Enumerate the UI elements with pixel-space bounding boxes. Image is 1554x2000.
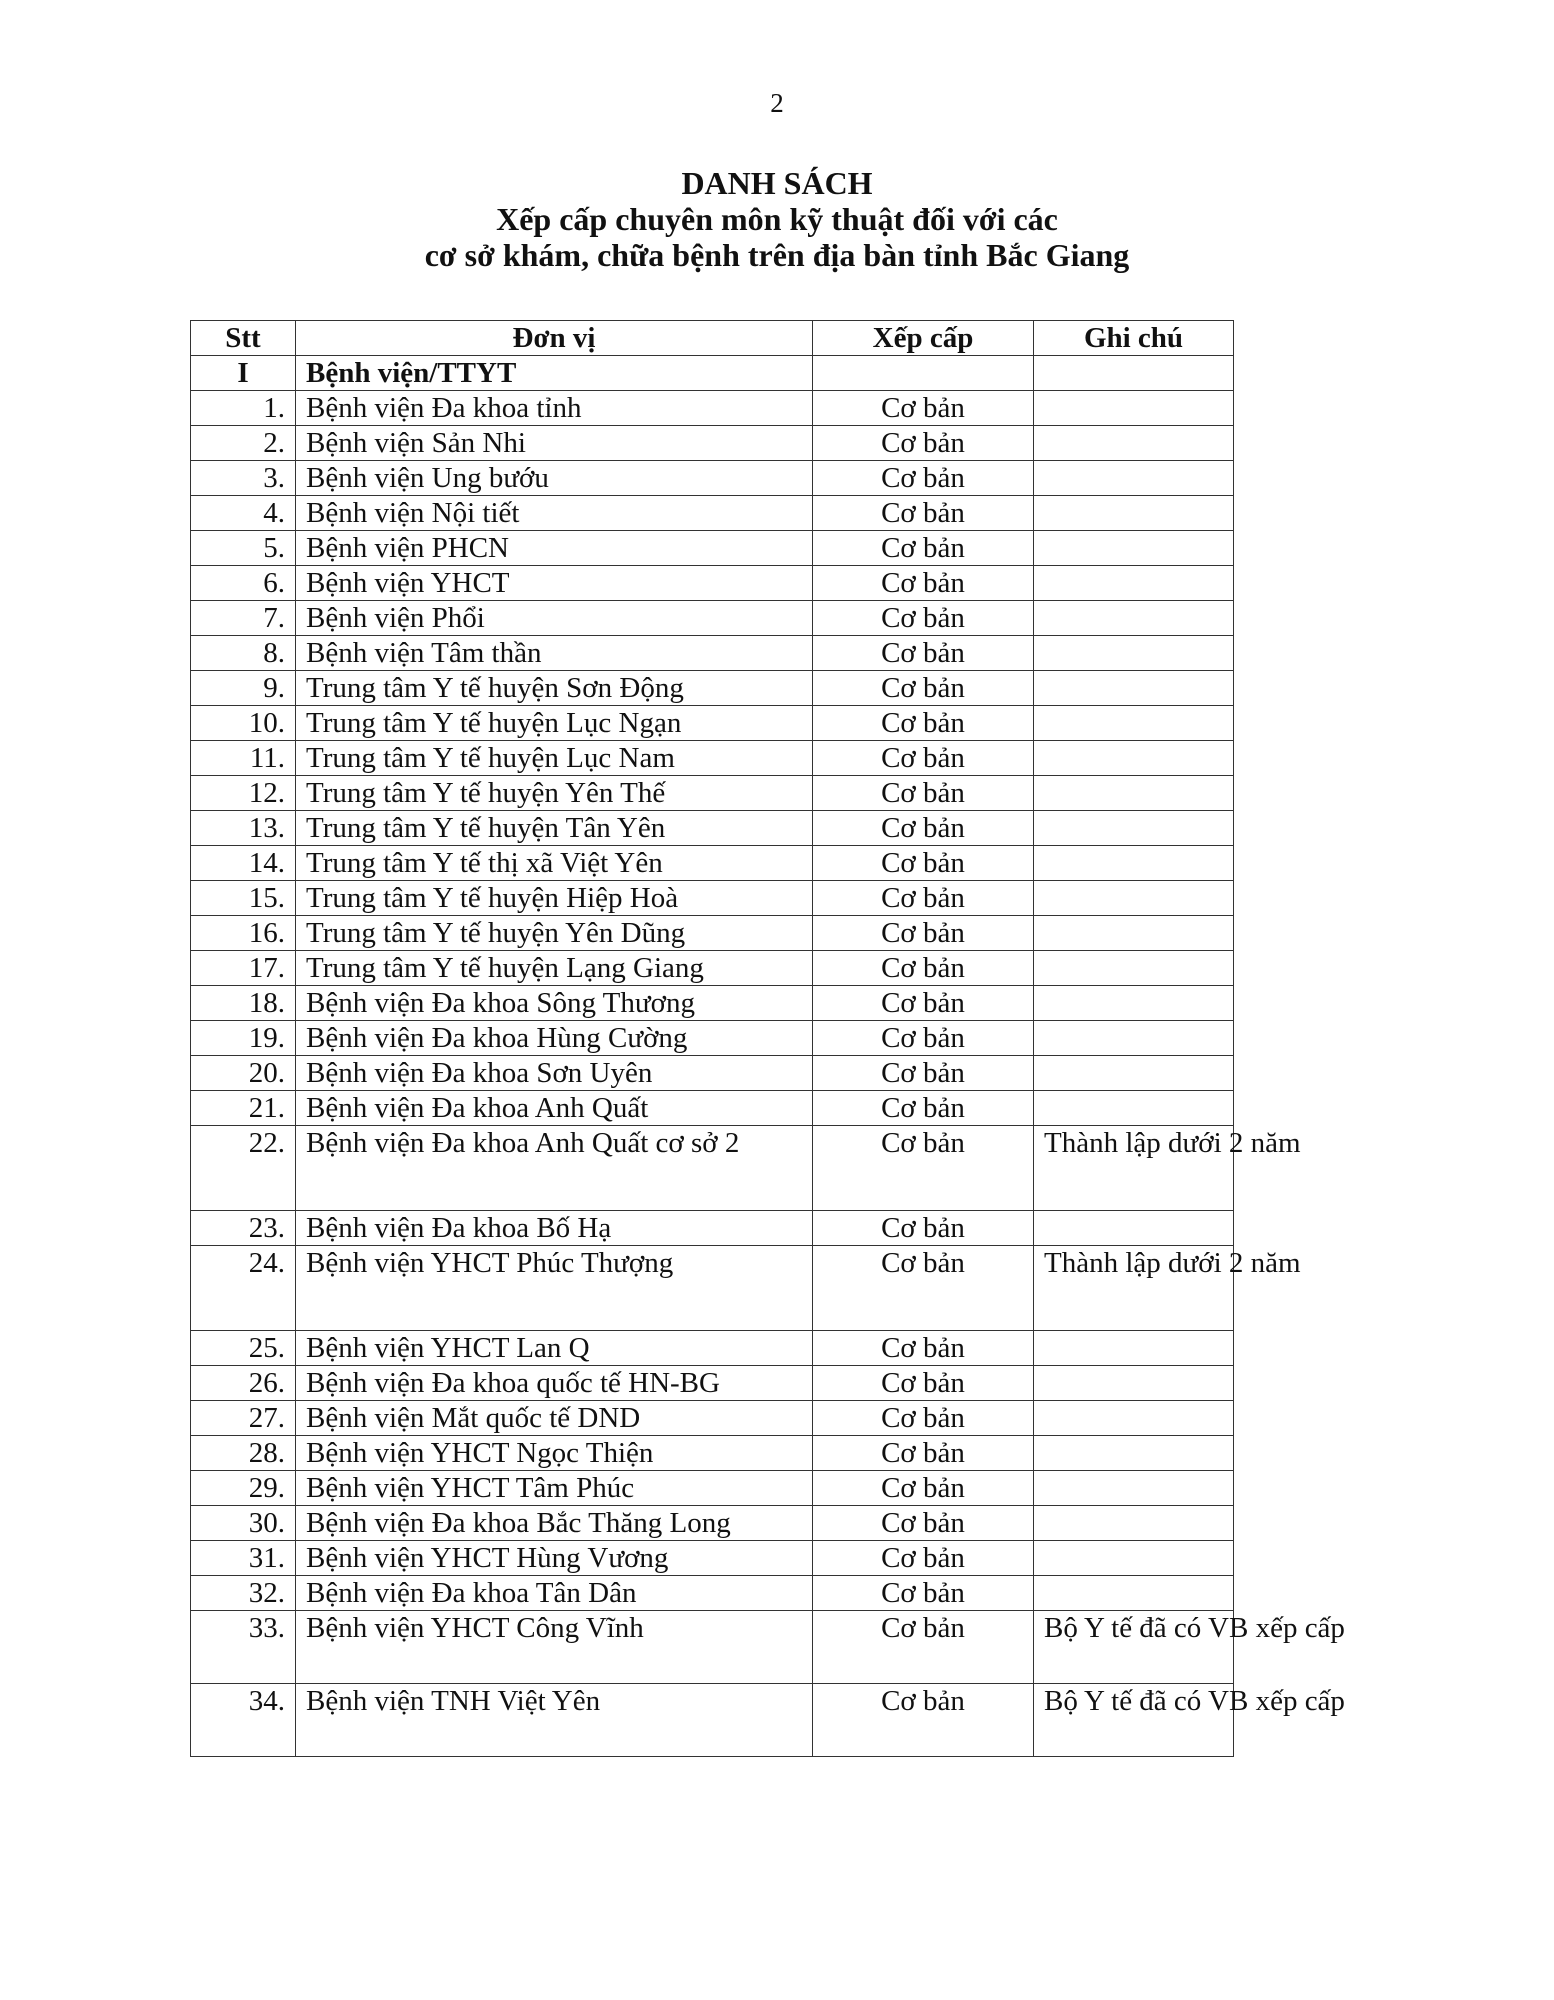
table-row xyxy=(191,1541,1234,1576)
row-unit: Trung tâm Y tế huyện Yên Thế xyxy=(296,776,813,811)
row-grade: Cơ bản xyxy=(813,1021,1034,1056)
row-unit: Bệnh viện Đa khoa Tân Dân xyxy=(296,1576,813,1611)
row-note xyxy=(1034,1541,1234,1576)
table-row xyxy=(191,566,1234,601)
row-grade: Cơ bản xyxy=(813,1246,1034,1331)
row-unit: Bệnh viện TNH Việt Yên xyxy=(296,1684,813,1757)
row-grade: Cơ bản xyxy=(813,1506,1034,1541)
row-number: 28. xyxy=(191,1436,296,1471)
table-row xyxy=(191,1021,1234,1056)
row-note xyxy=(1034,1471,1234,1506)
row-unit: Bệnh viện Ung bướu xyxy=(296,461,813,496)
row-grade: Cơ bản xyxy=(813,951,1034,986)
section-grade xyxy=(813,356,1034,391)
row-unit: Bệnh viện Đa khoa Anh Quất cơ sở 2 xyxy=(296,1126,813,1211)
row-number: 3. xyxy=(191,461,296,496)
row-note xyxy=(1034,986,1234,1021)
table-row xyxy=(191,426,1234,461)
row-number: 1. xyxy=(191,391,296,426)
row-grade: Cơ bản xyxy=(813,636,1034,671)
row-grade: Cơ bản xyxy=(813,391,1034,426)
row-note xyxy=(1034,391,1234,426)
row-unit: Trung tâm Y tế huyện Sơn Động xyxy=(296,671,813,706)
row-note: Bộ Y tế đã có VB xếp cấp xyxy=(1034,1684,1234,1757)
row-grade: Cơ bản xyxy=(813,1401,1034,1436)
row-note xyxy=(1034,846,1234,881)
row-note xyxy=(1034,916,1234,951)
row-note: Thành lập dưới 2 năm xyxy=(1034,1246,1234,1331)
row-note xyxy=(1034,1506,1234,1541)
row-grade: Cơ bản xyxy=(813,1611,1034,1684)
table-row xyxy=(191,1436,1234,1471)
row-number: 34. xyxy=(191,1684,296,1757)
table-row xyxy=(191,1246,1234,1331)
row-grade: Cơ bản xyxy=(813,1436,1034,1471)
row-number: 7. xyxy=(191,601,296,636)
row-unit: Bệnh viện Đa khoa Sông Thương xyxy=(296,986,813,1021)
title-line-2: Xếp cấp chuyên môn kỹ thuật đối với các xyxy=(496,201,1058,237)
row-number: 8. xyxy=(191,636,296,671)
row-note: Bộ Y tế đã có VB xếp cấp xyxy=(1034,1611,1234,1684)
table-row xyxy=(191,951,1234,986)
table-row xyxy=(191,531,1234,566)
row-grade: Cơ bản xyxy=(813,601,1034,636)
row-unit: Bệnh viện Đa khoa tỉnh xyxy=(296,391,813,426)
table-header-row xyxy=(191,321,1234,356)
row-grade: Cơ bản xyxy=(813,1576,1034,1611)
row-unit: Bệnh viện Đa khoa quốc tế HN-BG xyxy=(296,1366,813,1401)
row-unit: Bệnh viện Phổi xyxy=(296,601,813,636)
table-row xyxy=(191,1576,1234,1611)
row-grade: Cơ bản xyxy=(813,1541,1034,1576)
row-unit: Bệnh viện Nội tiết xyxy=(296,496,813,531)
table-row xyxy=(191,1684,1234,1757)
row-note xyxy=(1034,1021,1234,1056)
row-number: 17. xyxy=(191,951,296,986)
row-grade: Cơ bản xyxy=(813,776,1034,811)
row-number: 29. xyxy=(191,1471,296,1506)
row-number: 18. xyxy=(191,986,296,1021)
row-grade: Cơ bản xyxy=(813,916,1034,951)
row-grade: Cơ bản xyxy=(813,1056,1034,1091)
table-row xyxy=(191,461,1234,496)
facility-table xyxy=(190,320,1345,1757)
table-row xyxy=(191,1126,1234,1211)
row-number: 12. xyxy=(191,776,296,811)
row-note xyxy=(1034,1436,1234,1471)
row-grade: Cơ bản xyxy=(813,846,1034,881)
table-row xyxy=(191,1331,1234,1366)
row-note xyxy=(1034,1576,1234,1611)
row-unit: Bệnh viện Sản Nhi xyxy=(296,426,813,461)
row-note xyxy=(1034,811,1234,846)
table-row xyxy=(191,706,1234,741)
row-unit: Trung tâm Y tế huyện Lục Ngạn xyxy=(296,706,813,741)
row-number: 26. xyxy=(191,1366,296,1401)
row-note: Thành lập dưới 2 năm xyxy=(1034,1126,1234,1211)
row-note xyxy=(1034,496,1234,531)
row-number: 14. xyxy=(191,846,296,881)
row-number: 23. xyxy=(191,1211,296,1246)
row-unit: Bệnh viện Đa khoa Hùng Cường xyxy=(296,1021,813,1056)
row-note xyxy=(1034,1056,1234,1091)
row-grade: Cơ bản xyxy=(813,706,1034,741)
header-unit: Đơn vị xyxy=(296,321,813,356)
row-number: 11. xyxy=(191,741,296,776)
table-row xyxy=(191,671,1234,706)
row-number: 32. xyxy=(191,1576,296,1611)
section-row xyxy=(191,356,1234,391)
row-note xyxy=(1034,566,1234,601)
table-row xyxy=(191,1366,1234,1401)
table-row xyxy=(191,741,1234,776)
table-row xyxy=(191,1401,1234,1436)
row-unit: Bệnh viện YHCT Tâm Phúc xyxy=(296,1471,813,1506)
title-line-3: cơ sở khám, chữa bệnh trên địa bàn tỉnh Bắc Giang xyxy=(424,237,1130,273)
table-row xyxy=(191,1211,1234,1246)
row-unit: Trung tâm Y tế huyện Yên Dũng xyxy=(296,916,813,951)
table-row xyxy=(191,601,1234,636)
row-number: 2. xyxy=(191,426,296,461)
row-note xyxy=(1034,601,1234,636)
header-stt: Stt xyxy=(191,321,296,356)
row-note xyxy=(1034,1331,1234,1366)
row-grade: Cơ bản xyxy=(813,881,1034,916)
row-unit: Trung tâm Y tế huyện Lạng Giang xyxy=(296,951,813,986)
section-number: I xyxy=(191,356,296,391)
row-unit: Bệnh viện YHCT xyxy=(296,566,813,601)
row-note xyxy=(1034,1211,1234,1246)
row-number: 33. xyxy=(191,1611,296,1684)
row-grade: Cơ bản xyxy=(813,426,1034,461)
row-grade: Cơ bản xyxy=(813,566,1034,601)
row-unit: Bệnh viện Đa khoa Bắc Thăng Long xyxy=(296,1506,813,1541)
row-number: 30. xyxy=(191,1506,296,1541)
row-note xyxy=(1034,776,1234,811)
row-number: 31. xyxy=(191,1541,296,1576)
table-row xyxy=(191,1471,1234,1506)
row-unit: Bệnh viện YHCT Phúc Thượng xyxy=(296,1246,813,1331)
row-unit: Trung tâm Y tế huyện Lục Nam xyxy=(296,741,813,776)
row-grade: Cơ bản xyxy=(813,1331,1034,1366)
row-grade: Cơ bản xyxy=(813,1126,1034,1211)
row-grade: Cơ bản xyxy=(813,1091,1034,1126)
row-unit: Bệnh viện YHCT Ngọc Thiện xyxy=(296,1436,813,1471)
row-number: 15. xyxy=(191,881,296,916)
table-row xyxy=(191,1611,1234,1684)
row-unit: Bệnh viện YHCT Công Vĩnh xyxy=(296,1611,813,1684)
row-grade: Cơ bản xyxy=(813,531,1034,566)
table-row xyxy=(191,811,1234,846)
row-unit: Bệnh viện Đa khoa Bố Hạ xyxy=(296,1211,813,1246)
row-number: 27. xyxy=(191,1401,296,1436)
row-grade: Cơ bản xyxy=(813,496,1034,531)
row-number: 9. xyxy=(191,671,296,706)
row-grade: Cơ bản xyxy=(813,671,1034,706)
row-note xyxy=(1034,671,1234,706)
row-note xyxy=(1034,426,1234,461)
table-row xyxy=(191,776,1234,811)
row-note xyxy=(1034,531,1234,566)
table-row xyxy=(191,496,1234,531)
header-grade: Xếp cấp xyxy=(813,321,1034,356)
row-number: 25. xyxy=(191,1331,296,1366)
row-number: 24. xyxy=(191,1246,296,1331)
table-row xyxy=(191,636,1234,671)
table-row xyxy=(191,846,1234,881)
row-number: 19. xyxy=(191,1021,296,1056)
title-line-1: DANH SÁCH xyxy=(681,165,873,201)
table-row xyxy=(191,881,1234,916)
row-unit: Bệnh viện Đa khoa Anh Quất xyxy=(296,1091,813,1126)
row-note xyxy=(1034,881,1234,916)
row-note xyxy=(1034,636,1234,671)
row-number: 21. xyxy=(191,1091,296,1126)
row-note xyxy=(1034,1401,1234,1436)
row-note xyxy=(1034,461,1234,496)
row-number: 13. xyxy=(191,811,296,846)
section-name: Bệnh viện/TTYT xyxy=(296,356,813,391)
row-number: 5. xyxy=(191,531,296,566)
row-unit: Bệnh viện Đa khoa Sơn Uyên xyxy=(296,1056,813,1091)
row-grade: Cơ bản xyxy=(813,741,1034,776)
row-number: 6. xyxy=(191,566,296,601)
row-grade: Cơ bản xyxy=(813,1211,1034,1246)
row-grade: Cơ bản xyxy=(813,1684,1034,1757)
table-row xyxy=(191,916,1234,951)
row-number: 22. xyxy=(191,1126,296,1211)
page-number: 2 xyxy=(770,88,784,118)
row-grade: Cơ bản xyxy=(813,1471,1034,1506)
row-unit: Trung tâm Y tế huyện Hiệp Hoà xyxy=(296,881,813,916)
table-row xyxy=(191,1091,1234,1126)
row-unit: Trung tâm Y tế thị xã Việt Yên xyxy=(296,846,813,881)
row-note xyxy=(1034,1366,1234,1401)
row-unit: Bệnh viện Mắt quốc tế DND xyxy=(296,1401,813,1436)
row-number: 4. xyxy=(191,496,296,531)
row-grade: Cơ bản xyxy=(813,461,1034,496)
row-grade: Cơ bản xyxy=(813,986,1034,1021)
row-number: 16. xyxy=(191,916,296,951)
row-unit: Bệnh viện YHCT Hùng Vương xyxy=(296,1541,813,1576)
row-note xyxy=(1034,1091,1234,1126)
row-unit: Bệnh viện Tâm thần xyxy=(296,636,813,671)
table-row xyxy=(191,986,1234,1021)
table-row xyxy=(191,1506,1234,1541)
row-note xyxy=(1034,741,1234,776)
row-grade: Cơ bản xyxy=(813,1366,1034,1401)
row-number: 20. xyxy=(191,1056,296,1091)
row-unit: Bệnh viện YHCT Lan Q xyxy=(296,1331,813,1366)
row-note xyxy=(1034,951,1234,986)
row-unit: Bệnh viện PHCN xyxy=(296,531,813,566)
table-row xyxy=(191,391,1234,426)
row-grade: Cơ bản xyxy=(813,811,1034,846)
section-note xyxy=(1034,356,1234,391)
document-title xyxy=(0,165,1554,273)
row-note xyxy=(1034,706,1234,741)
header-note: Ghi chú xyxy=(1034,321,1234,356)
table-row xyxy=(191,1056,1234,1091)
row-number: 10. xyxy=(191,706,296,741)
row-unit: Trung tâm Y tế huyện Tân Yên xyxy=(296,811,813,846)
